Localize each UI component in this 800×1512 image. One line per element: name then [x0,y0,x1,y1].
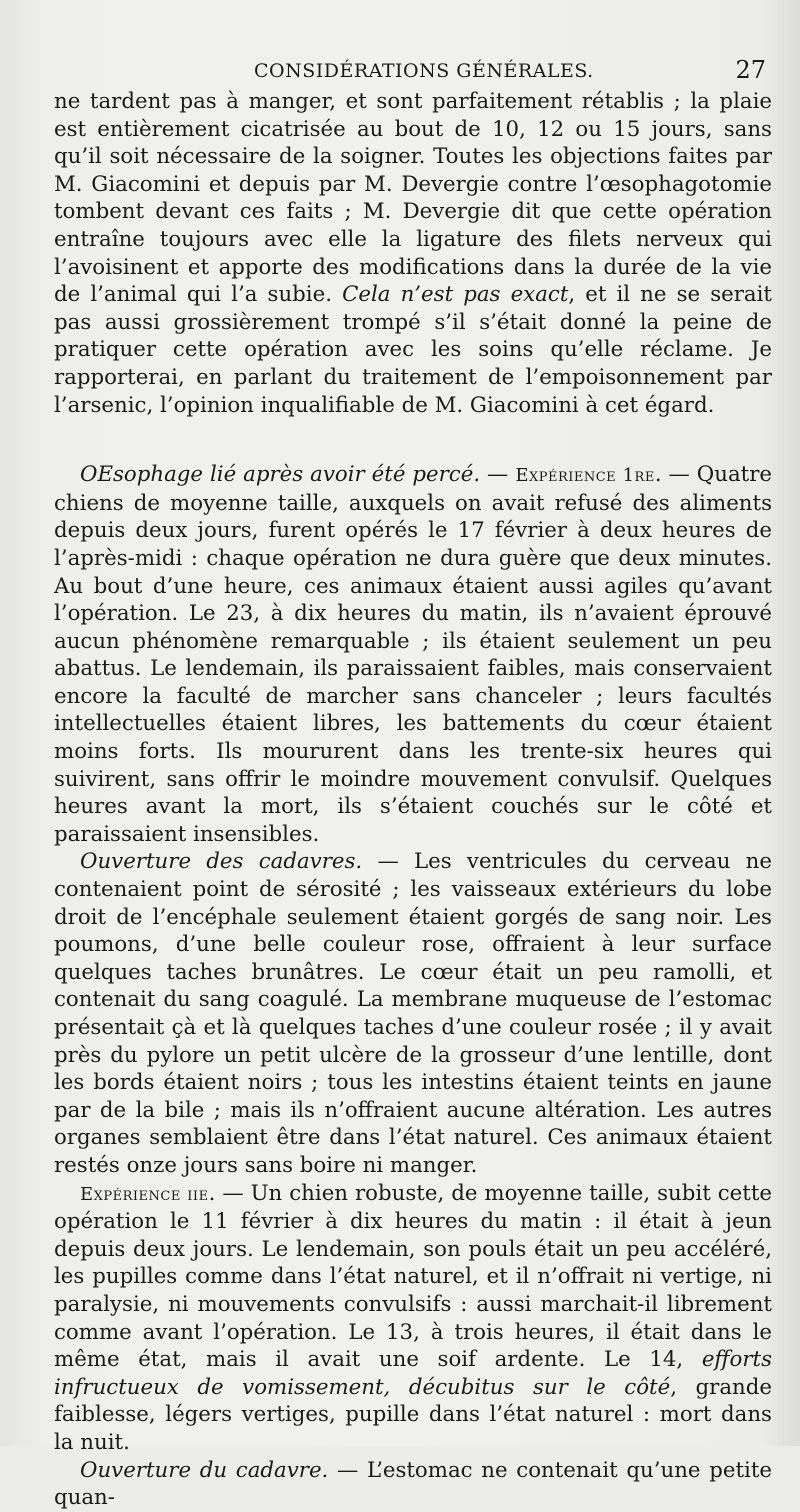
text-segment: — L’estomac ne contenait qu’une petite quan- [54,1457,773,1511]
text-segment: Expérience [80,1183,188,1205]
text-segment: iie [187,1183,209,1205]
text-segment: Cela n’est pas exact [342,282,569,308]
text-segment: Ouverture du cadavre. [80,1457,329,1483]
text-segment: 1re [622,465,655,487]
text-segment: — [480,462,516,488]
paragraph-p1 [54,88,772,419]
paragraph-gap [54,419,772,461]
text-segment: efforts infructueux de vomissement, décubitus sur le côté [54,1347,772,1400]
running-title: CONSIDÉRATIONS GÉNÉRALES. [254,60,594,82]
text-segment: OEsophage lié après avoir été percé. [80,462,481,488]
paragraph-p4 [54,1180,772,1457]
text-segment: Ouverture des cadavres. [80,849,363,875]
text-segment: . — Quatre chiens de moyenne taille, auxquels on avait refusé des aliments depuis deux jours, furent opérés le 17 février à deux heures de l’après-midi : chaque opération ne dura guère que deux minutes. Au bout d’une heure, ces animaux étaient aussi agiles qu’avant l’opération. Le 23, à dix heures du matin, ils n’avaient éprouvé aucun phénomène remarquable ; ils étaient seulement un peu abattus. Le lendemain, ils paraissaient faibles, mais conservaient encore la faculté de marcher sans chanceler ; leurs facultés intellectuelles étaient libres, les battements du cœur étaient moins forts. Ils moururent dans les trente-six heures qui suivirent, sans offrir le moindre mouvement convulsif. Quelques heures avant la mort, ils s’étaient couchés sur le côté et paraissaient insensibles. [54,462,772,847]
text-segment: ne tardent pas à manger, et sont parfaitement rétablis ; la plaie est entièrement cicatrisée au bout de 10, 12 ou 15 jours, sans qu’il soit nécessaire de la soigner. Toutes les objections faites par M. Giacomini et depuis par M. Devergie contre l’œsophagotomie tombent devant ces faits ; M. Devergie dit que cette opération entraîne toujours avec elle la ligature des filets nerveux qui l’avoisinent et apporte des modifications dans la durée de la vie de l’animal qui l’a subie. [54,89,772,308]
paragraph-p2 [54,461,772,848]
paragraph-p5 [54,1457,772,1512]
text-segment: Expérience [515,465,623,487]
page-header [54,52,772,88]
body-text [54,88,772,1512]
page-number: 27 [735,56,766,84]
text-segment: . — Un chien robuste, de moyenne taille, subit cette opération le 11 février à dix heures du matin : il était à jeun depuis deux jours. Le lendemain, son pouls était un peu accéléré, les pupilles comme dans l’état naturel, et il n’offrait ni vertige, ni paralysie, ni mouvements convulsifs : aussi marchait-il librement comme avant l’opération. Le 13, à trois heures, il était dans le même état, mais il avait une soif ardente. Le 14, [54,1180,773,1373]
text-segment: , grande faiblesse, légers vertiges, pupille dans l’état naturel : mort dans la nuit. [54,1374,772,1455]
text-segment: , et il ne se serait pas aussi grossièrement trompé s’il s’était donné la peine de pratiquer cette opération avec les soins qu’elle réclame. Je rapporterai, en parlant du traitement de l’empoisonnement par l’arsenic, l’opinion inqualifiable de M. Giacomini à cet égard. [54,282,772,418]
text-segment: — Les ventricules du cerveau ne contenaient point de sérosité ; les vaisseaux extérieurs du lobe droit de l’encéphale seulement étaient gorgés de sang noir. Les poumons, d’une belle couleur rose, offraient à leur surface quelques taches brunâtres. Le cœur était un peu ramolli, et contenait du sang coagulé. La membrane muqueuse de l’estomac présentait çà et là quelques taches d’une couleur rosée ; il y avait près du pylore un petit ulcère de la grosseur d’une lentille, dont les bords étaient noirs ; tous les intestins étaient teints en jaune par de la bile ; mais ils n’offraient aucune altération. Les autres organes semblaient être dans l’état naturel. Ces animaux étaient restés onze jours sans boire ni manger. [54,849,772,1178]
paragraph-p3 [54,848,772,1179]
